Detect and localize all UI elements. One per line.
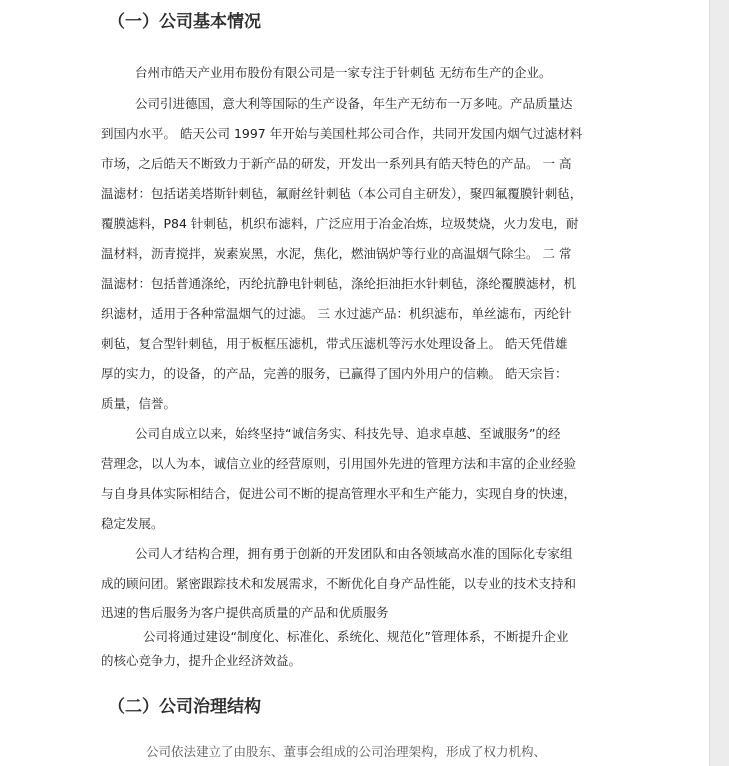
paragraph-line: 稳定发展。 (101, 516, 164, 531)
paragraph-line: 到国内水平。 皓天公司 1997 年开始与美国杜邦公司合作，共同开发国内烟气过滤材料 (101, 126, 583, 141)
paragraph-line: 公司将通过建设“制度化、标准化、系统化、规范化”管理体系，不断提升企业 (143, 629, 569, 644)
paragraph-line: 温材料，沥青搅拌，炭素炭黑，水泥，焦化，燃油锅炉等行业的高温烟气除尘。 二 常 (101, 246, 572, 261)
paragraph-line: 与自身具体实际相结合，促进公司不断的提高管理水平和生产能力，实现自身的快速， (101, 486, 577, 501)
paragraph-line: 的核心竞争力，提升企业经济效益。 (101, 653, 302, 668)
paragraph-line: 温滤材：包括普通涤纶，丙纶抗静电针刺毡，涤纶拒油拒水针刺毡，涤纶覆膜滤材，机 (101, 276, 577, 291)
paragraph-line: 台州市皓天产业用布股份有限公司是一家专注于针刺毡 无纺布生产的企业。 (135, 65, 552, 80)
paragraph-line: 织滤材，适用于各种常温烟气的过滤。 三 水过滤产品：机织滤布，单丝滤布，丙纶针 (101, 306, 572, 321)
section-heading-basic-info: （一）公司基本情况 (108, 12, 261, 32)
paragraph-line: 公司自成立以来，始终坚持“诚信务实、科技先导、追求卓越、至诚服务”的经 (135, 426, 561, 441)
paragraph-line: 营理念，以人为本，诚信立业的经营原则，引用国外先进的管理方法和丰富的企业经验 (101, 456, 577, 471)
paragraph-line: 迅速的售后服务为客户提供高质量的产品和优质服务 (101, 605, 389, 620)
paragraph-line: 厚的实力，的设备，的产品，完善的服务，已赢得了国内外用户的信赖。 皓天宗旨： (101, 366, 568, 381)
paragraph-line: 公司引进德国，意大利等国际的生产设备，年生产无纺布一万多吨。产品质量达 (135, 96, 573, 111)
paragraph-line: 成的顾问团。紧密跟踪技术和发展需求，不断优化自身产品性能，以专业的技术支持和 (101, 576, 577, 591)
paragraph-line: 温滤材：包括诺美塔斯针刺毡，氟耐丝针刺毡（本公司自主研发），聚四氟覆膜针刺毡， (101, 186, 583, 201)
paragraph-line: 覆膜滤料，P84 针刺毡，机织布滤料，广泛应用于冶金冶炼，垃圾焚烧，火力发电，耐 (101, 216, 579, 231)
paragraph-line: 刺毡，复合型针刺毡，用于板框压滤机，带式压滤机等污水处理设备上。 皓天凭借雄 (101, 336, 568, 351)
paragraph-line: 市场，之后皓天不断致力于新产品的研发，开发出一系列具有皓天特色的产品。 一 高 (101, 156, 572, 171)
section-heading-governance: （二）公司治理结构 (108, 697, 261, 717)
paragraph-line: 公司依法建立了由股东、董事会组成的公司治理架构，形成了权力机构、 (146, 744, 547, 759)
paragraph-line: 公司人才结构合理，拥有勇于创新的开发团队和由各领域高水准的国际化专家组 (135, 546, 573, 561)
paragraph-line: 质量，信誉。 (101, 396, 177, 411)
vertical-scrollbar[interactable] (709, 0, 729, 766)
